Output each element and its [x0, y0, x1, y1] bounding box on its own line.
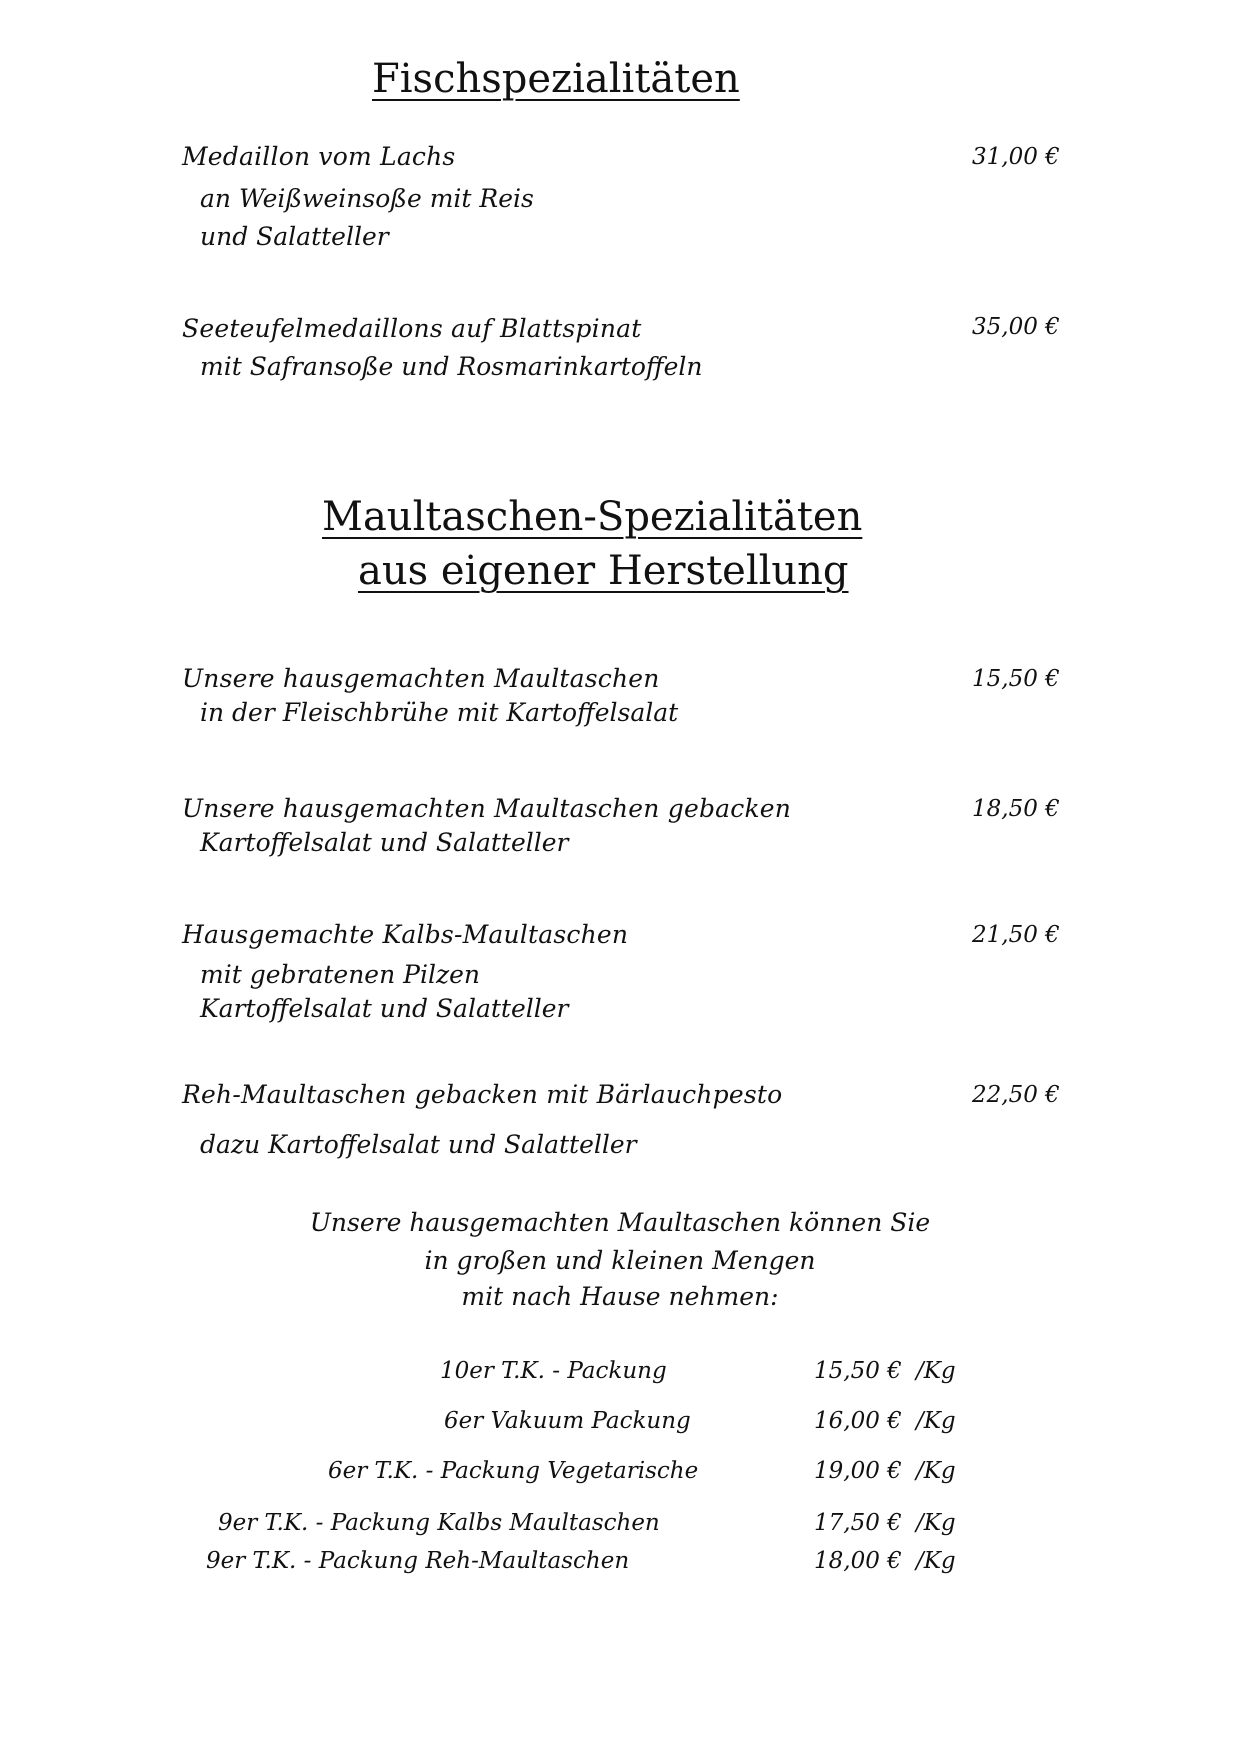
- maultaschen-section-title: Maultaschen-Spezialitäten: [322, 494, 863, 540]
- item-description-line: mit gebratenen Pilzen: [200, 960, 481, 989]
- item-name: Medaillon vom Lachs: [182, 142, 456, 171]
- item-name: Unsere hausgemachten Maultaschen gebacken: [182, 794, 792, 823]
- item-description-line: dazu Kartoffelsalat und Salatteller: [200, 1130, 637, 1159]
- item-description-line: an Weißweinsoße mit Reis: [200, 184, 534, 213]
- package-price: 15,50 €: [814, 1358, 902, 1384]
- maultaschen-section-subtitle: aus eigener Herstellung: [358, 548, 849, 594]
- item-description-line: in der Fleischbrühe mit Kartoffelsalat: [200, 698, 679, 727]
- package-price: 19,00 €: [814, 1458, 902, 1484]
- package-label: 6er T.K. - Packung Vegetarische: [328, 1458, 699, 1484]
- package-price: 16,00 €: [814, 1408, 902, 1434]
- fish-section-title: Fischspezialitäten: [372, 56, 740, 102]
- package-label: 6er Vakuum Packung: [444, 1408, 691, 1434]
- item-description-line: mit Safransoße und Rosmarinkartoffeln: [200, 352, 703, 381]
- package-unit: /Kg: [916, 1358, 956, 1384]
- item-name: Reh-Maultaschen gebacken mit Bärlauchpesto: [182, 1080, 783, 1109]
- package-price: 17,50 €: [814, 1510, 902, 1536]
- item-price: 18,50 €: [972, 796, 1060, 822]
- item-description-line: Kartoffelsalat und Salatteller: [200, 828, 569, 857]
- package-label: 10er T.K. - Packung: [440, 1358, 667, 1384]
- item-description-line: und Salatteller: [200, 222, 389, 251]
- package-label: 9er T.K. - Packung Kalbs Maultaschen: [218, 1510, 660, 1536]
- package-unit: /Kg: [916, 1458, 956, 1484]
- item-price: 22,50 €: [972, 1082, 1060, 1108]
- package-unit: /Kg: [916, 1510, 956, 1536]
- item-description-line: Kartoffelsalat und Salatteller: [200, 994, 569, 1023]
- takeaway-note-line: in großen und kleinen Mengen: [424, 1246, 816, 1275]
- package-unit: /Kg: [916, 1408, 956, 1434]
- takeaway-note-line: Unsere hausgemachten Maultaschen können Sie: [309, 1208, 931, 1237]
- item-name: Unsere hausgemachten Maultaschen: [182, 664, 660, 693]
- item-price: 15,50 €: [972, 666, 1060, 692]
- item-price: 31,00 €: [972, 144, 1060, 170]
- takeaway-note-line: mit nach Hause nehmen:: [461, 1282, 779, 1311]
- item-name: Seeteufelmedaillons auf Blattspinat: [182, 314, 642, 343]
- item-name: Hausgemachte Kalbs-Maultaschen: [182, 920, 629, 949]
- item-price: 35,00 €: [972, 314, 1060, 340]
- package-label: 9er T.K. - Packung Reh-Maultaschen: [206, 1548, 630, 1574]
- package-unit: /Kg: [916, 1548, 956, 1574]
- item-price: 21,50 €: [972, 922, 1060, 948]
- package-price: 18,00 €: [814, 1548, 902, 1574]
